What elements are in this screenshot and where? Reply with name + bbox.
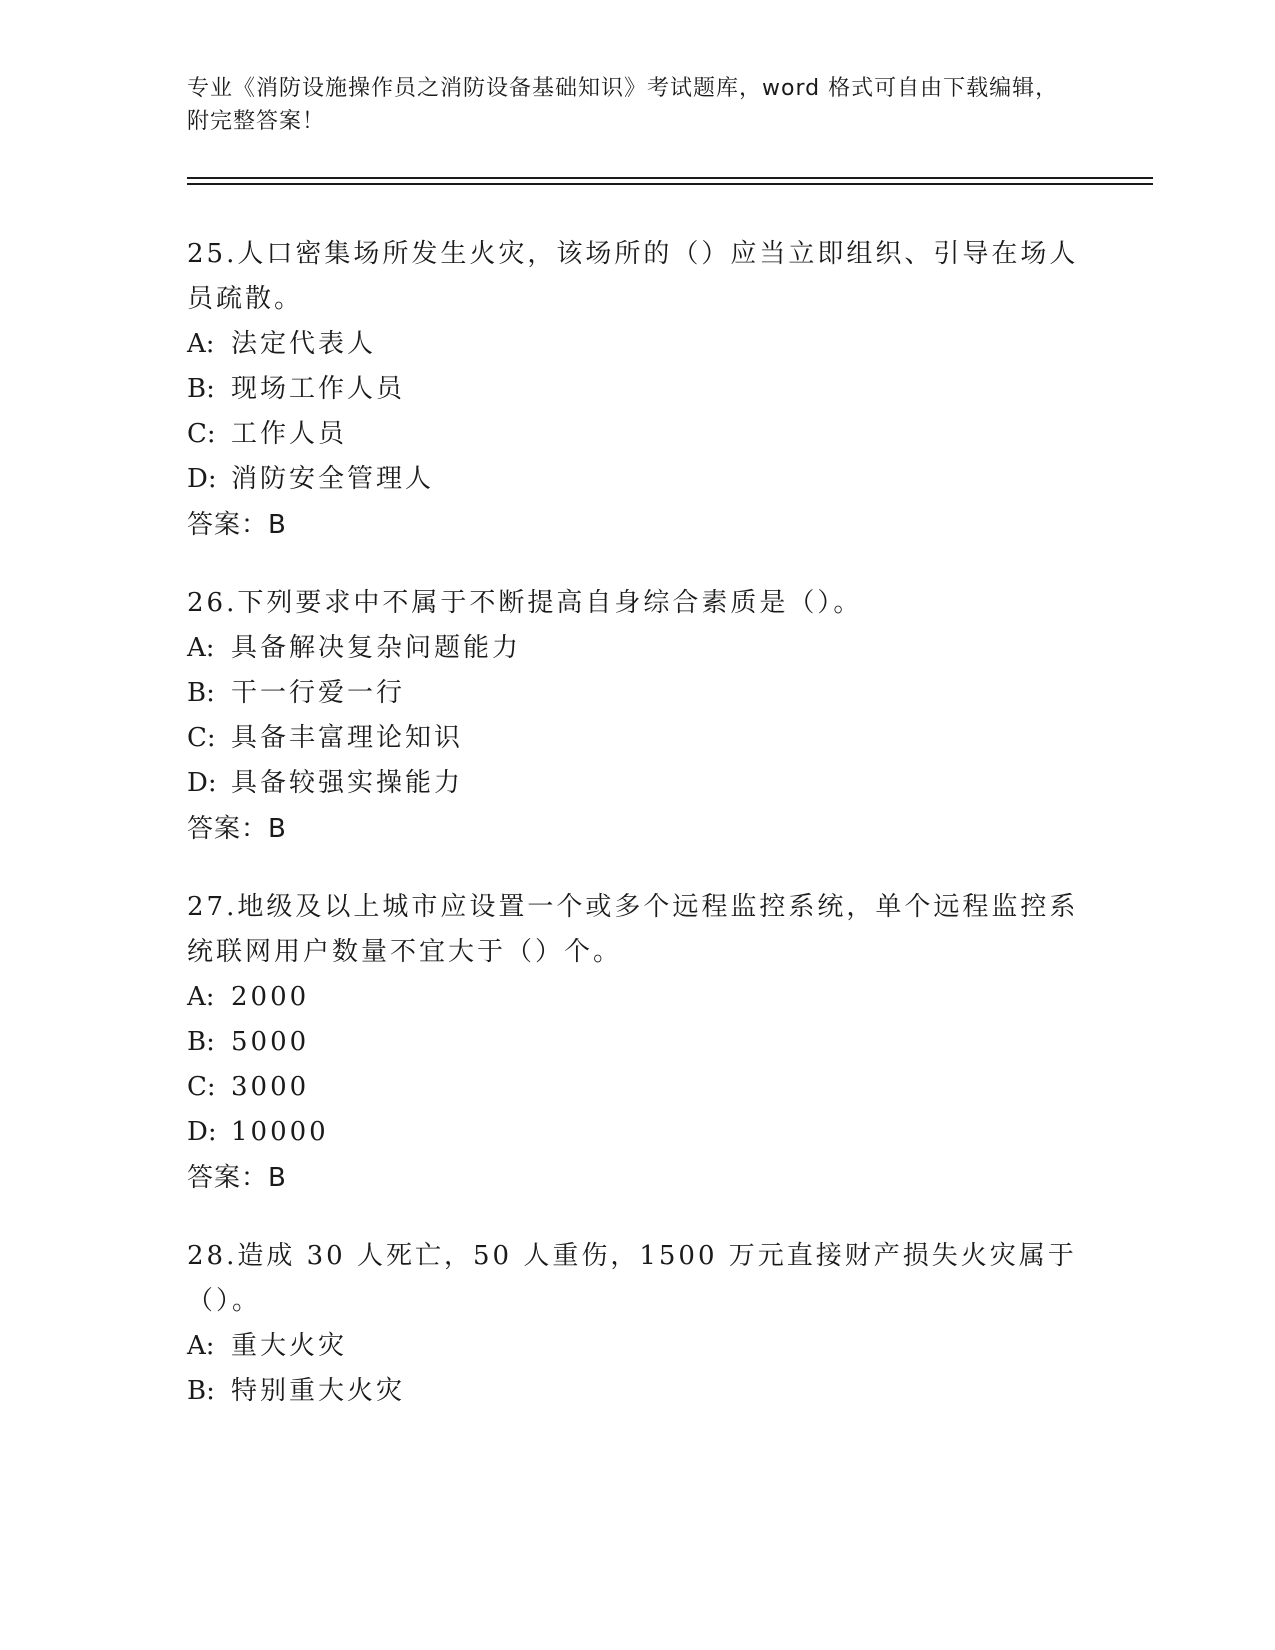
option-a [187, 1324, 1087, 1369]
option-label: C: [187, 723, 216, 753]
question-stem [187, 885, 1087, 975]
option-c [187, 1065, 1087, 1110]
option-text: 重大火灾 [231, 1331, 348, 1361]
option-text: 具备丰富理论知识 [231, 723, 464, 753]
option-label: B: [187, 1027, 215, 1057]
question-26 [187, 581, 1087, 852]
option-label: C: [187, 1072, 216, 1102]
option-text: 干一行爱一行 [231, 678, 406, 708]
option-label: A: [187, 633, 215, 663]
option-label: A: [187, 1331, 215, 1361]
question-stem [187, 232, 1087, 322]
question-number: 28. [187, 1241, 238, 1271]
option-c [187, 716, 1087, 761]
question-number: 27. [187, 892, 238, 922]
question-text: 下列要求中不属于不断提高自身综合素质是（）。 [237, 588, 863, 618]
option-text: 工作人员 [231, 419, 348, 449]
answer-line: 答案：B [187, 814, 287, 844]
header-title: 专业《消防设施操作员之消防设备基础知识》考试题库，word 格式可自由下载编辑，附完整答案！ [187, 76, 1059, 134]
option-text: 特别重大火灾 [231, 1376, 406, 1406]
option-label: D: [187, 464, 217, 494]
option-label: D: [187, 768, 217, 798]
option-label: B: [187, 374, 215, 404]
question-number: 26. [187, 588, 238, 618]
option-label: B: [187, 1376, 215, 1406]
question-27 [187, 885, 1087, 1201]
question-stem [187, 581, 1087, 626]
option-a [187, 626, 1087, 671]
option-text: 法定代表人 [231, 329, 377, 359]
option-text: 10000 [231, 1117, 329, 1147]
header-divider-bottom [187, 183, 1153, 185]
option-a [187, 975, 1087, 1020]
option-label: D: [187, 1117, 217, 1147]
question-28 [187, 1234, 1087, 1414]
option-b [187, 367, 1087, 412]
question-text: 地级及以上城市应设置一个或多个远程监控系统，单个远程监控系统联网用户数量不宜大于（）个。 [187, 892, 1079, 967]
document-header [187, 72, 1067, 138]
option-text: 具备解决复杂问题能力 [231, 633, 522, 663]
answer-line: 答案：B [187, 1163, 287, 1193]
header-divider-top [187, 177, 1153, 179]
option-b [187, 1369, 1087, 1414]
option-c [187, 412, 1087, 457]
question-number: 25. [187, 239, 238, 269]
answer-line: 答案：B [187, 510, 287, 540]
option-d [187, 1110, 1087, 1155]
option-d [187, 761, 1087, 806]
option-b [187, 1020, 1087, 1065]
option-text: 5000 [231, 1027, 310, 1057]
option-text: 消防安全管理人 [231, 464, 435, 494]
option-label: A: [187, 982, 215, 1012]
question-text: 人口密集场所发生火灾，该场所的（）应当立即组织、引导在场人员疏散。 [187, 239, 1079, 314]
option-text: 2000 [231, 982, 310, 1012]
question-stem [187, 1234, 1087, 1324]
option-label: A: [187, 329, 215, 359]
option-label: C: [187, 419, 216, 449]
option-a [187, 322, 1087, 367]
option-b [187, 671, 1087, 716]
option-d [187, 457, 1087, 502]
question-list [187, 232, 1087, 1447]
question-text: 造成 30 人死亡，50 人重伤，1500 万元直接财产损失火灾属于（）。 [187, 1241, 1077, 1316]
option-label: B: [187, 678, 215, 708]
option-text: 现场工作人员 [231, 374, 406, 404]
option-text: 具备较强实操能力 [231, 768, 464, 798]
option-text: 3000 [231, 1072, 310, 1102]
question-25 [187, 232, 1087, 548]
